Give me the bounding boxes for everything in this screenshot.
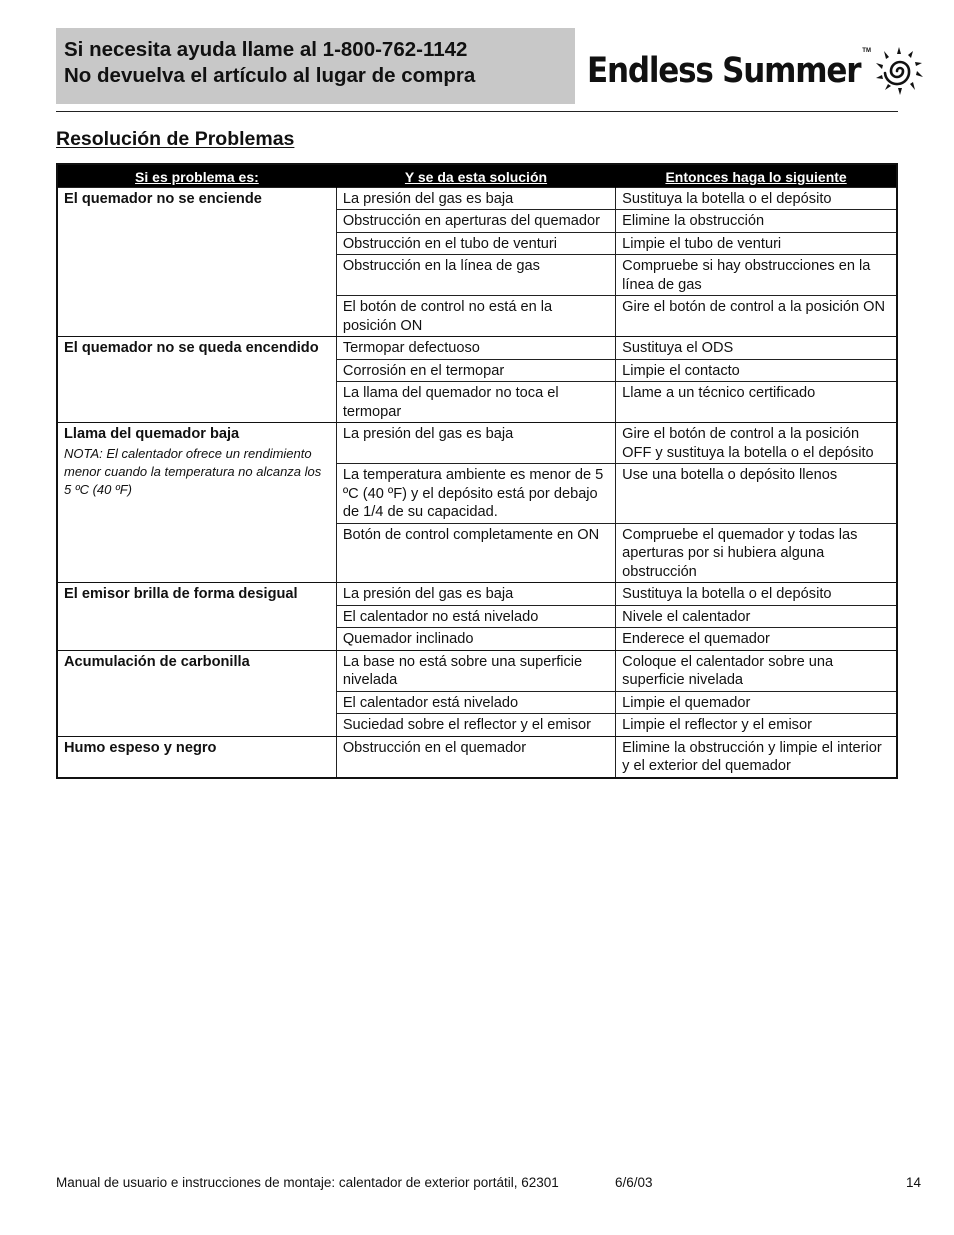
problem-label: Acumulación de carbonilla: [64, 653, 250, 670]
table-row: [57, 650, 897, 691]
solution-cell: Termopar defectuoso: [336, 337, 615, 360]
action-cell: Gire el botón de control a la posición OFF y sustituya la botella o el depósito: [616, 423, 897, 464]
solution-cell: Suciedad sobre el reflector y el emisor: [336, 714, 615, 737]
action-cell: Compruebe si hay obstrucciones en la línea de gas: [616, 255, 897, 296]
problem-cell: [57, 583, 336, 651]
table-row: [57, 736, 897, 778]
no-return-line: No devuelva el artículo al lugar de compra: [64, 64, 476, 87]
action-cell: Llame a un técnico certificado: [616, 382, 897, 423]
help-phone-line: Si necesita ayuda llame al 1-800-762-1142: [64, 38, 468, 61]
solution-cell: La llama del quemador no toca el termopar: [336, 382, 615, 423]
solution-cell: El calentador está nivelado: [336, 691, 615, 714]
solution-cell: La temperatura ambiente es menor de 5 ºC (40 ºF) y el depósito está por debajo de 1/4 de su capacidad.: [336, 464, 615, 524]
problem-note: NOTA: El calentador ofrece un rendimiento menor cuando la temperatura no alcanza los 5 ºC (40 ºF): [64, 445, 322, 497]
action-cell: Enderece el quemador: [616, 628, 897, 651]
troubleshooting-table: [56, 163, 898, 779]
table-header-row: [57, 164, 897, 187]
solution-cell: Quemador inclinado: [336, 628, 615, 651]
column-header-problem: Si es problema es:: [57, 164, 336, 187]
action-cell: Limpie el tubo de venturi: [616, 232, 897, 255]
brand-logo: [587, 46, 925, 96]
problem-label: Llama del quemador baja: [64, 426, 240, 442]
problem-cell: [57, 736, 336, 778]
action-cell: Limpie el quemador: [616, 691, 897, 714]
solution-cell: Corrosión en el termopar: [336, 359, 615, 382]
action-cell: Sustituya la botella o el depósito: [616, 187, 897, 210]
action-cell: Limpie el contacto: [616, 359, 897, 382]
problem-cell: [57, 650, 336, 736]
page-number: 14: [906, 1175, 922, 1190]
table-row: [57, 187, 897, 210]
table-row: [57, 423, 897, 464]
solution-cell: Obstrucción en aperturas del quemador: [336, 210, 615, 233]
action-cell: Coloque el calentador sobre una superficie nivelada: [616, 650, 897, 691]
action-cell: Sustituya la botella o el depósito: [616, 583, 897, 606]
problem-cell: [57, 187, 336, 337]
table-row: [57, 583, 897, 606]
column-header-action: Entonces haga lo siguiente: [616, 164, 897, 187]
solution-cell: La presión del gas es baja: [336, 583, 615, 606]
action-cell: Sustituya el ODS: [616, 337, 897, 360]
problem-label: Humo espeso y negro: [64, 739, 217, 756]
solution-cell: Obstrucción en el quemador: [336, 736, 615, 778]
problem-cell: [57, 423, 336, 583]
header-divider: [56, 111, 898, 112]
column-header-solution: Y se da esta solución: [336, 164, 615, 187]
problem-label: El emisor brilla de forma desigual: [64, 586, 298, 602]
problem-label: El quemador no se enciende: [64, 190, 262, 207]
action-cell: Use una botella o depósito llenos: [616, 464, 897, 524]
table-row: [57, 337, 897, 360]
brand-name: Endless Summer: [587, 50, 861, 92]
action-cell: Limpie el reflector y el emisor: [616, 714, 897, 737]
solution-cell: El calentador no está nivelado: [336, 605, 615, 628]
action-cell: Compruebe el quemador y todas las aperturas por si hubiera alguna obstrucción: [616, 523, 897, 583]
problem-label: El quemador no se queda encendido: [64, 340, 319, 356]
solution-cell: La presión del gas es baja: [336, 423, 615, 464]
trademark-mark: TM: [862, 48, 871, 54]
solution-cell: Obstrucción en el tubo de venturi: [336, 232, 615, 255]
sun-spiral-icon: [873, 45, 925, 97]
footer-manual-title: Manual de usuario e instrucciones de montaje: calentador de exterior portátil, 62301: [56, 1175, 559, 1190]
help-banner: [56, 28, 575, 104]
section-title: Resolución de Problemas: [56, 128, 295, 150]
solution-cell: La base no está sobre una superficie nivelada: [336, 650, 615, 691]
action-cell: Nivele el calentador: [616, 605, 897, 628]
action-cell: Elimine la obstrucción: [616, 210, 897, 233]
action-cell: Elimine la obstrucción y limpie el interior y el exterior del quemador: [616, 736, 897, 778]
action-cell: Gire el botón de control a la posición ON: [616, 296, 897, 337]
solution-cell: La presión del gas es baja: [336, 187, 615, 210]
footer-date: 6/6/03: [615, 1175, 653, 1190]
solution-cell: El botón de control no está en la posición ON: [336, 296, 615, 337]
problem-cell: [57, 337, 336, 423]
solution-cell: Obstrucción en la línea de gas: [336, 255, 615, 296]
solution-cell: Botón de control completamente en ON: [336, 523, 615, 583]
